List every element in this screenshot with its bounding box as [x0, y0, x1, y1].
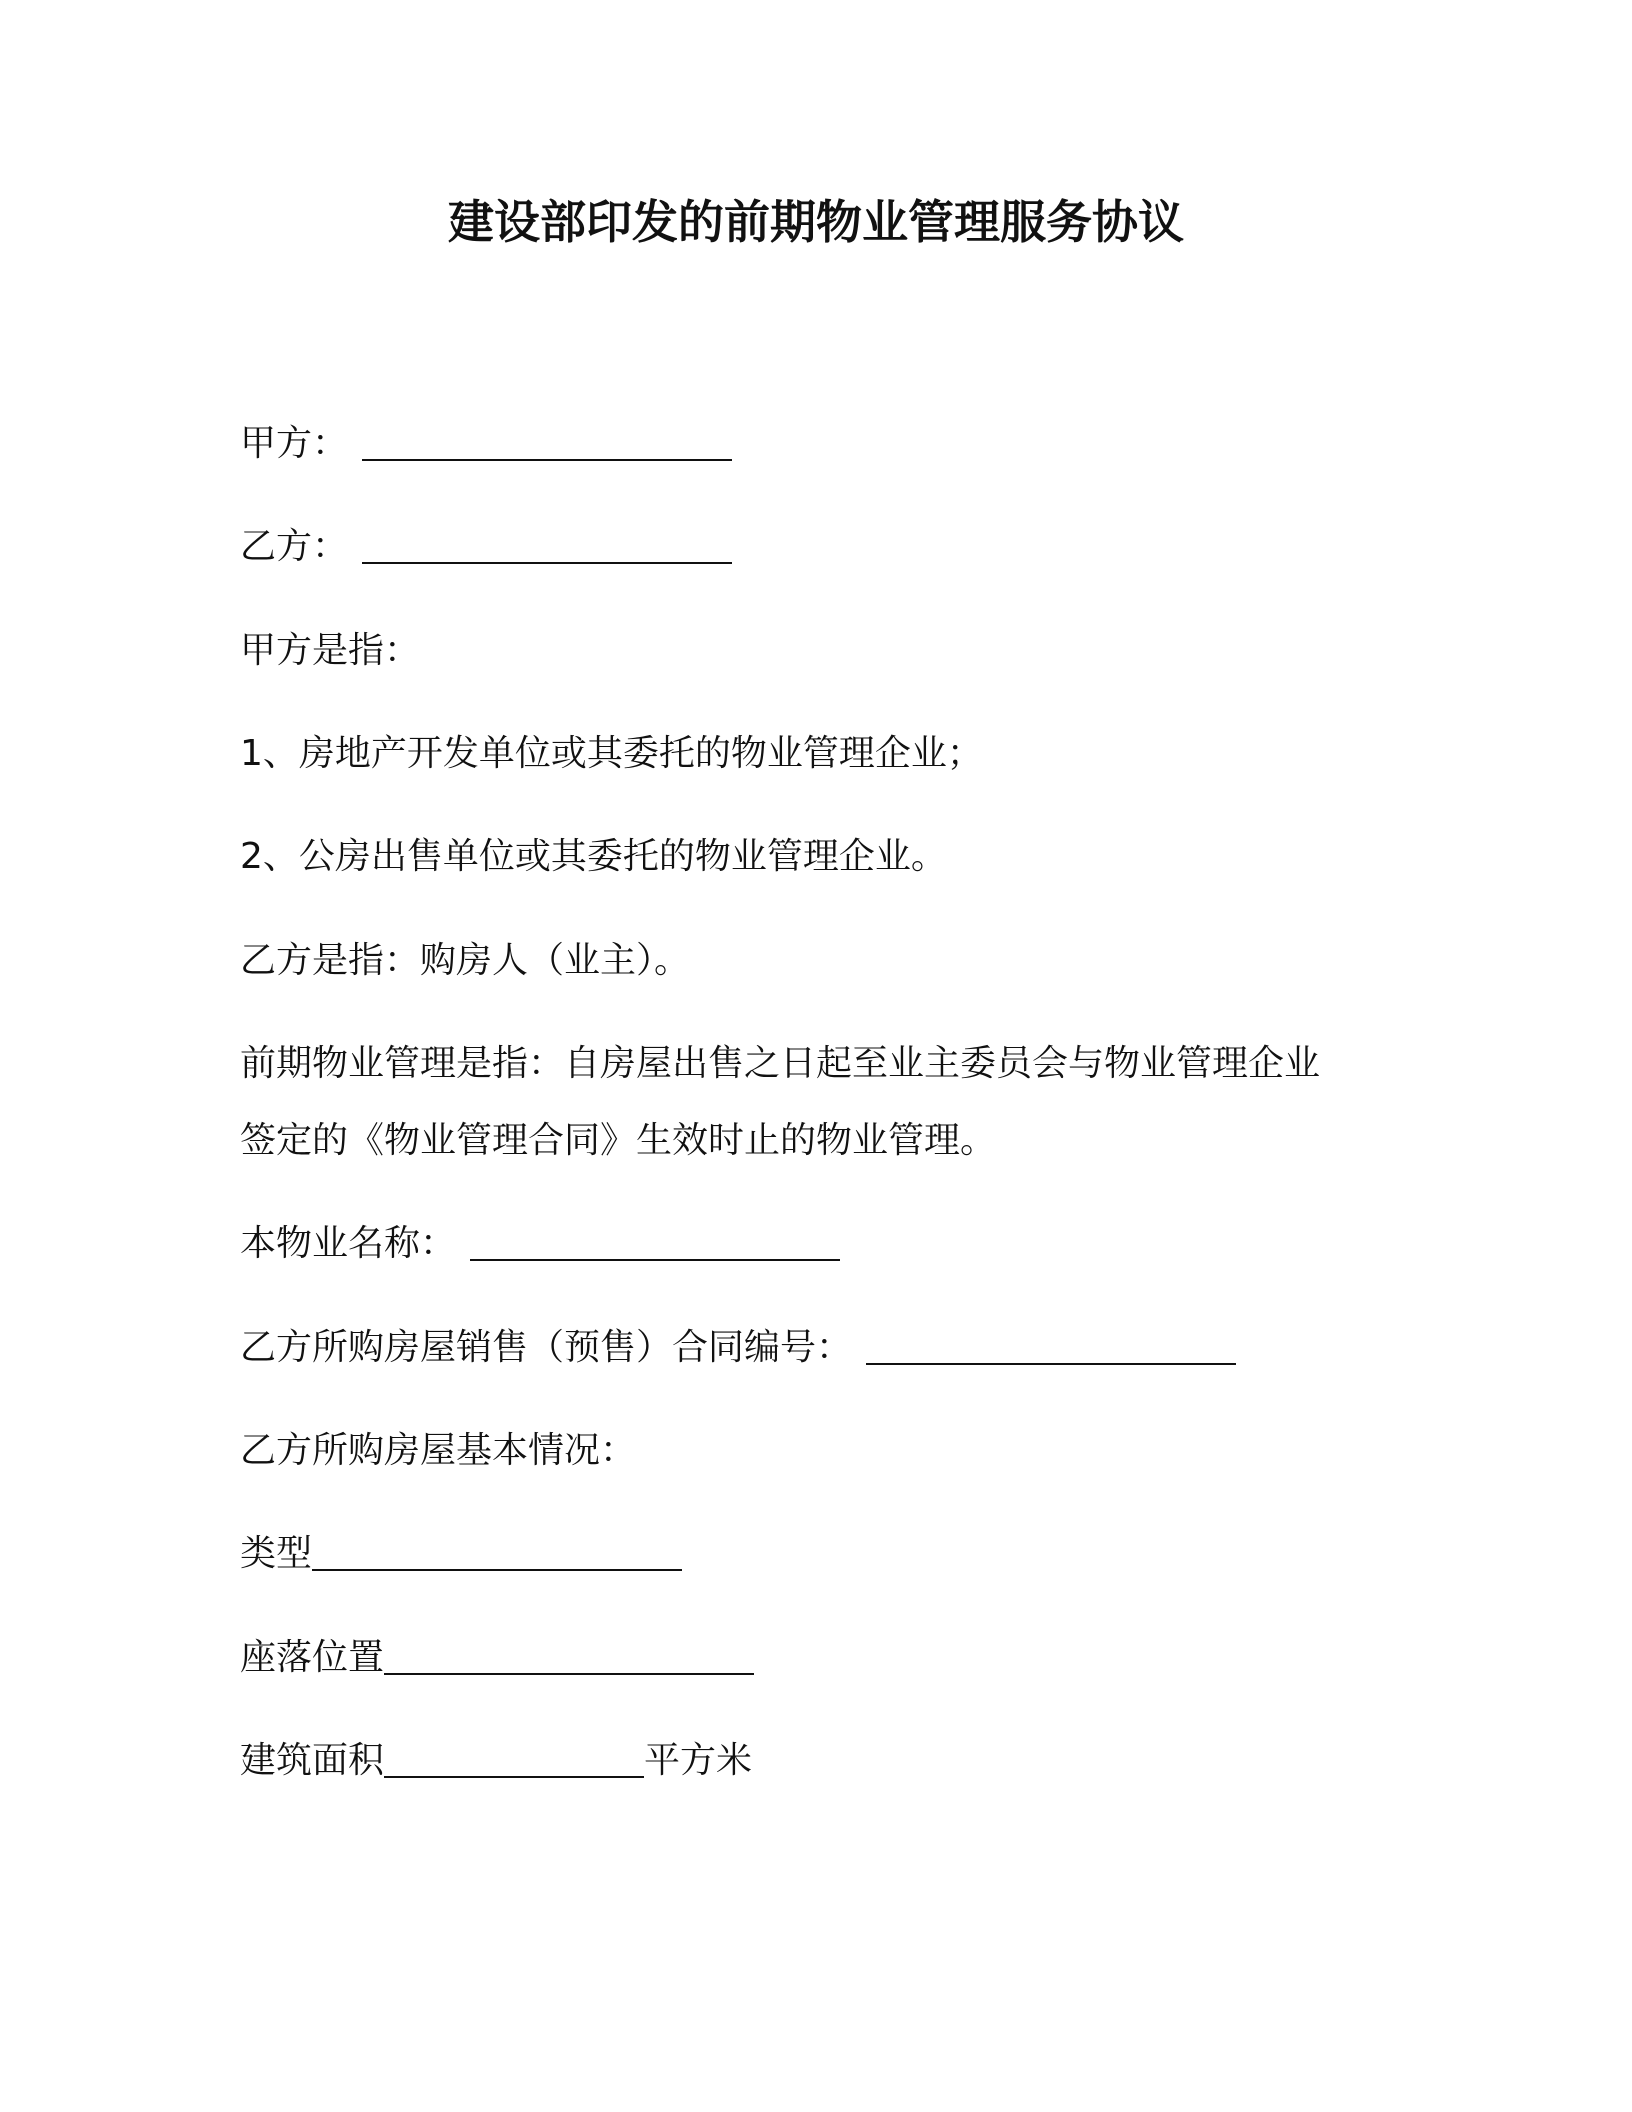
house-type-row: [240, 1530, 682, 1578]
location-blank[interactable]: [384, 1637, 754, 1675]
party-a-row: [240, 420, 732, 468]
prelim-mgmt-definition-line-2: 签定的《物业管理合同》生效时止的物业管理。: [240, 1120, 997, 1161]
contract-number-label: 乙方所购房屋销售（预售）合同编号：: [240, 1327, 853, 1368]
prelim-mgmt-definition-line-1: 前期物业管理是指：自房屋出售之日起至业主委员会与物业管理企业: [240, 1043, 1321, 1084]
floor-area-row: [240, 1737, 752, 1785]
document-title: 建设部印发的前期物业管理服务协议: [448, 195, 1184, 249]
house-type-blank[interactable]: [312, 1533, 682, 1571]
floor-area-unit: 平方米: [644, 1740, 753, 1781]
party-b-definition: 乙方是指：购房人（业主）。: [240, 940, 691, 981]
property-name-row: [240, 1220, 840, 1268]
location-label: 座落位置: [240, 1637, 385, 1678]
property-name-blank[interactable]: [470, 1223, 840, 1261]
party-a-definition-heading: 甲方是指：: [240, 630, 421, 671]
property-name-label: 本物业名称：: [240, 1223, 457, 1264]
location-row: [240, 1634, 754, 1682]
floor-area-blank[interactable]: [384, 1740, 644, 1778]
house-type-label: 类型: [240, 1533, 313, 1574]
party-b-label: 乙方：: [240, 526, 349, 567]
party-b-blank[interactable]: [362, 526, 732, 564]
house-info-heading: 乙方所购房屋基本情况：: [240, 1430, 637, 1471]
party-a-label: 甲方：: [240, 423, 349, 464]
party-a-definition-2: 2、公房出售单位或其委托的物业管理企业。: [240, 836, 947, 877]
party-b-row: [240, 523, 732, 571]
party-a-blank[interactable]: [362, 423, 732, 461]
contract-number-row: [240, 1324, 1236, 1372]
floor-area-label: 建筑面积: [240, 1740, 385, 1781]
contract-number-blank[interactable]: [866, 1327, 1236, 1365]
party-a-definition-1: 1、房地产开发单位或其委托的物业管理企业；: [240, 733, 983, 774]
